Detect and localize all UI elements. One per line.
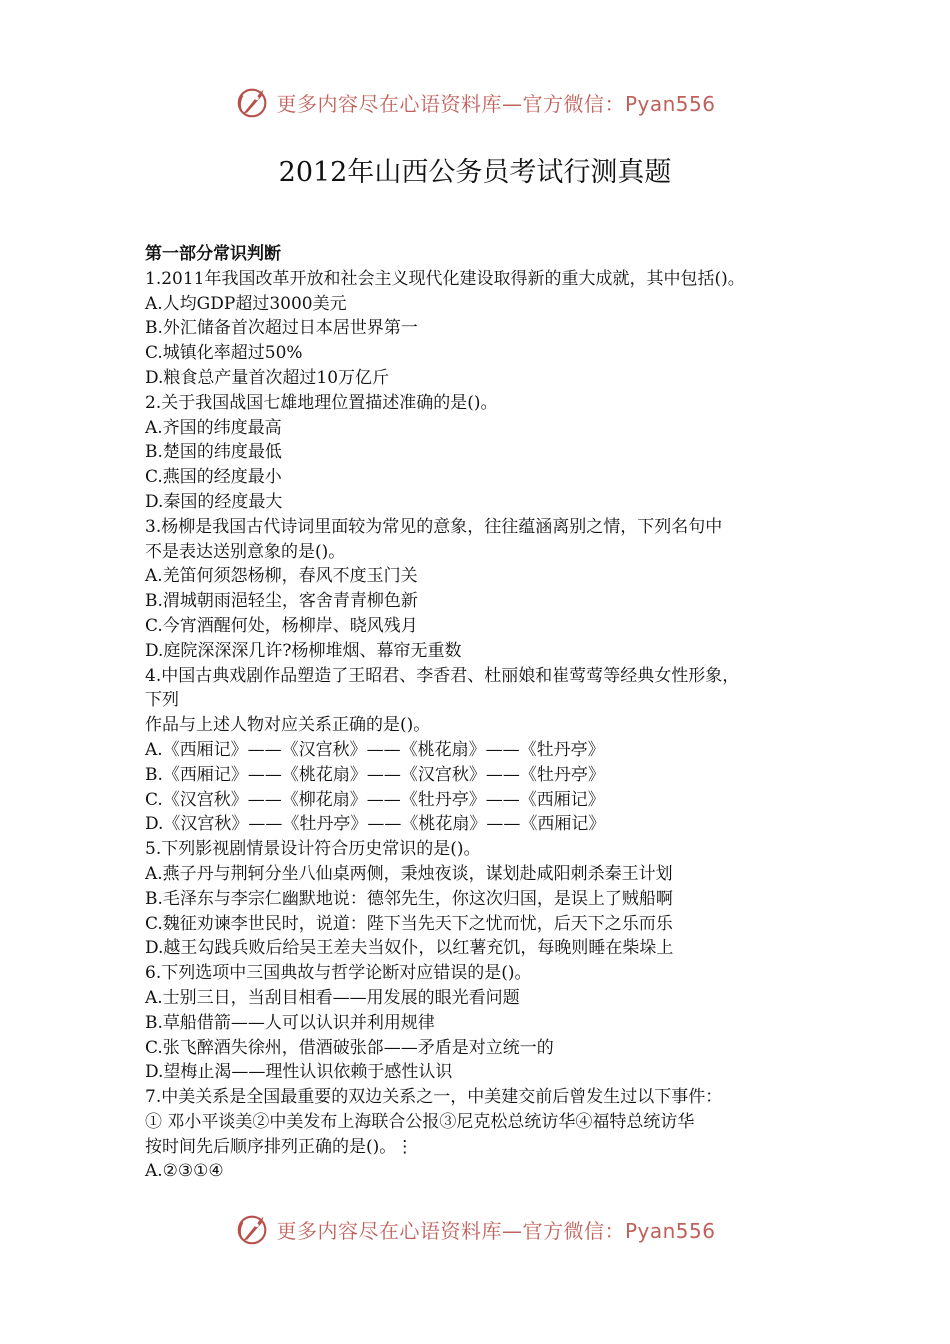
- text-line: A.《西厢记》——《汉宫秋》——《桃花扇》——《牡丹亭》: [145, 739, 605, 760]
- text-line: D.秦国的经度最大: [145, 491, 283, 512]
- watermark-text: 更多内容尽在心语资料库—官方微信：Pyan556: [276, 1218, 716, 1243]
- watermark-text: 更多内容尽在心语资料库—官方微信：Pyan556: [276, 91, 716, 116]
- watermark-banner-bottom: [0, 1207, 950, 1251]
- text-line: 下列: [145, 690, 179, 711]
- text-line: 不是表达送别意象的是()。: [145, 541, 346, 562]
- text-line: 6.下列选项中三国典故与哲学论断对应错误的是()。: [145, 963, 532, 984]
- text-line: D.粮食总产量首次超过10万亿斤: [145, 367, 390, 388]
- text-line: C.燕国的经度最小: [145, 467, 282, 488]
- text-line: D.越王勾践兵败后给吴王差夫当奴仆，以红薯充饥，每晚则睡在柴垛上: [145, 938, 674, 959]
- text-line: A.人均GDP超过3000美元: [145, 293, 347, 314]
- text-line: B.草船借箭——人可以认识并利用规律: [145, 1012, 435, 1033]
- text-line: 5.下列影视剧情景设计符合历史常识的是()。: [145, 839, 481, 860]
- text-line: C.城镇化率超过50%: [145, 343, 303, 364]
- text-line: A.齐国的纬度最高: [145, 417, 282, 438]
- text-line: 作品与上述人物对应关系正确的是()。: [145, 715, 431, 736]
- text-line: 1.2011年我国改革开放和社会主义现代化建设取得新的重大成就，其中包括()。: [145, 268, 745, 289]
- text-line: C.今宵酒醒何处，杨柳岸、晓风残月: [145, 615, 418, 636]
- text-line: 按时间先后顺序排列正确的是()。⋮: [145, 1136, 414, 1157]
- text-line: A.②③①④: [145, 1161, 224, 1182]
- text-line: B.毛泽东与李宗仁幽默地说：德邻先生，你这次归国，是误上了贼船啊: [145, 888, 673, 909]
- text-line: A.士别三日，当刮目相看——用发展的眼光看问题: [145, 987, 520, 1008]
- text-line: A.羌笛何须怨杨柳，春风不度玉门关: [145, 566, 418, 587]
- text-line: D.庭院深深深几许?杨柳堆烟、幕帘无重数: [145, 640, 462, 661]
- text-line: B.《西厢记》——《桃花扇》——《汉宫秋》——《牡丹亭》: [145, 764, 605, 785]
- text-line: D.望梅止渴——理性认识依赖于感性认识: [145, 1062, 453, 1083]
- pen-nib-logo-icon: [234, 1210, 272, 1248]
- text-line: C.魏征劝谏李世民时，说道：陛下当先天下之忧而忧，后天下之乐而乐: [145, 913, 673, 934]
- text-line: 4.中国古典戏剧作品塑造了王昭君、李香君、杜丽娘和崔莺莺等经典女性形象，: [145, 665, 740, 686]
- text-line: B.渭城朝雨浥轻尘，客舍青青柳色新: [145, 591, 418, 612]
- text-line: B.楚国的纬度最低: [145, 442, 282, 463]
- text-line: A.燕子丹与荆轲分坐八仙桌两侧，秉烛夜谈，谋划赴咸阳刺杀秦王计划: [145, 863, 673, 884]
- text-line: 7.中美关系是全国最重要的双边关系之一，中美建交前后曾发生过以下事件：: [145, 1087, 723, 1108]
- text-line: ① 邓小平谈美②中美发布上海联合公报③尼克松总统访华④福特总统访华: [145, 1111, 695, 1132]
- question-lines: [145, 267, 835, 1184]
- watermark-banner-top: [0, 80, 950, 124]
- pen-nib-logo-icon: [234, 83, 272, 121]
- document-body: [145, 242, 835, 1184]
- text-line: C.张飞醉酒失徐州，借酒破张郃——矛盾是对立统一的: [145, 1037, 554, 1058]
- text-line: C.《汉宫秋》——《柳花扇》——《牡丹亭》——《西厢记》: [145, 789, 605, 810]
- document-title: 2012年山西公务员考试行测真题: [278, 157, 672, 188]
- text-line: 3.杨柳是我国古代诗词里面较为常见的意象，往往蕴涵离别之情，下列名句中: [145, 516, 723, 537]
- text-line: 2.关于我国战国七雄地理位置描述准确的是()。: [145, 392, 498, 413]
- section-heading: 第一部分常识判断: [145, 244, 281, 264]
- text-line: D.《汉宫秋》——《牡丹亭》——《桃花扇》——《西厢记》: [145, 814, 606, 835]
- text-line: B.外汇储备首次超过日本居世界第一: [145, 318, 418, 339]
